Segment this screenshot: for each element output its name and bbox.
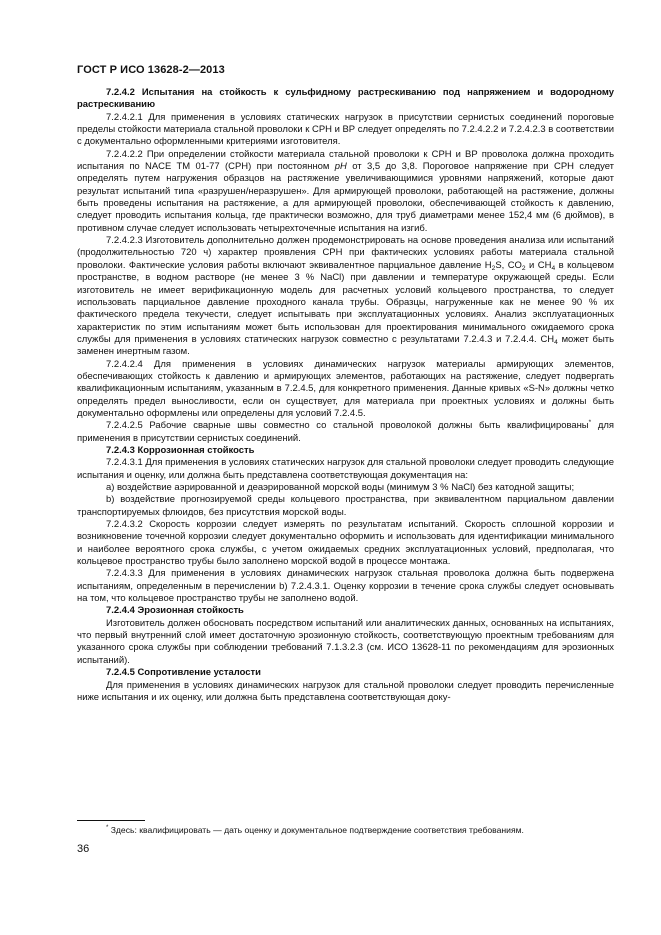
subscript: 2	[491, 264, 496, 272]
paragraph-7-2-4-2-1: 7.2.4.2.1 Для применения в условиях статических нагрузок в присутствии сернистых соединений пороговые пределы стойкости материала стальной проволоки к СРН и ВР следует определять по 7.2.4.2.2 и 7.2.4.2.3 в соответствии с документально оформленными критериями изготовителя.	[77, 111, 614, 148]
subscript: 4	[554, 338, 558, 346]
text-run: от 3,5 до 3,8. Пороговое напряжение при СРН следует определять путем нагружения образцов на растяжение увеличивающимися уровнями напряжений, которые дают результат испытаний типа «разрушен/неразрушен». Для армирующей проволоки, работающей на растяжение, должны быть проведены испытания на растяжение, а для армирующей проволоки, обеспечивающей стойкость к давлению, следует проводить испытания кольца, где практически возможно, для труб диаметрами менее 152,4 мм (6 дюймов), в противном случае следует использовать четырехточечные испытания на изгиб.	[77, 161, 614, 234]
subscript: 4	[551, 264, 556, 272]
footnote-divider	[77, 820, 145, 821]
text-run: 7.2.4.2.3 Изготовитель дополнительно должен продемонстрировать на основе проведения анализа или испытаний (продолжительностью 720 ч) характер проявления СРН при фактических условиях работы материала стальной проволоки. Фактические условия работы включают эквивалентное парциальное давление H	[77, 235, 614, 271]
text-run: S, CO	[495, 259, 522, 271]
ph-term: pH	[334, 161, 347, 173]
paragraph-7-2-4-4: Изготовитель должен обосновать посредством испытаний или аналитических данных, основанных на испытаниях, что первый внутренний слой имеет достаточную эрозионную стойкость, соответствующую проектным требованиям для указанного срока службы при соблюдении требований 7.1.3.2.3 (см. ИСО 13628-11 по рекомендациям для эрозионных испытаний).	[77, 617, 614, 666]
footnote-marker: *	[106, 825, 109, 831]
section-heading-7-2-4-2: 7.2.4.2 Испытания на стойкость к сульфидному растрескиванию под напряжением и водородному растрескиванию	[77, 87, 614, 111]
section-heading-7-2-4-4: 7.2.4.4 Эрозионная стойкость	[106, 605, 244, 617]
text-run: для применения в присутствии сернистых соединений.	[77, 420, 614, 444]
paragraph-7-2-4-2-2	[77, 149, 614, 235]
document-body	[77, 87, 614, 704]
text-run: в кольцевом пространстве, в водном растворе (не менее 3 % NaCl) при давлении и температуре окружающей среды. Если изготовитель не имеет верификационную модель для расчетных условий кольцевого пространства, то следует использовать парциальное давление проходного канала трубы. Образцы, нагруженные как не менее 90 % их фактического предела текучести, следует испытывать при эксплуатационных условиях. Анализ эксплуатационных характеристик по этим испытаниям может быть использован для проектирования минимального ожидаемого срока службы для применения в условиях статических нагрузок совместно с результатами 7.2.4.3 и 7.2.4.4. CH	[77, 259, 614, 345]
list-item-a: a) воздействие аэрированной и деаэрированной морской воды (минимум 3 % NaCl) без катодной защиты;	[106, 482, 575, 493]
paragraph-7-2-4-3-2: 7.2.4.3.2 Скорость коррозии следует измерять по результатам испытаний. Скорость сплошной коррозии и возникновение точечной коррозии следует документально оформить и использовать для идентификации минимального и наиболее вероятного срока службы, с учетом ожидаемых средних эксплуатационных условий, предполагая, что кольцевое пространство трубы было заполнено морской водой в процессе монтажа.	[77, 519, 614, 568]
text-run: и CH	[525, 259, 552, 271]
paragraph-7-2-4-2-3	[77, 235, 614, 358]
list-item-b: b) воздействие прогнозируемой среды кольцевого пространства, при эквивалентном парциальном давлении транспортируемых флюидов, без присутствия морской воды.	[77, 494, 614, 518]
footnote	[77, 825, 614, 836]
paragraph-7-2-4-5: Для применения в условиях динамических нагрузок для стальной проволоки следует проводить перечисленные ниже испытания и их оценку, или должна быть представлена соответствующая доку-	[77, 679, 614, 703]
document-header: ГОСТ Р ИСО 13628-2—2013	[77, 64, 225, 76]
paragraph-7-2-4-3-3: 7.2.4.3.3 Для применения в условиях динамических нагрузок стальная проволока должна быть подвержена испытаниям, определенным в перечислении b) 7.2.4.3.1. Оценку коррозии в течение срока службы следует основывать на том, что кольцевое пространство трубы не заполнено водой.	[77, 568, 614, 605]
page-number: 36	[77, 843, 90, 855]
footnote-marker: *	[588, 419, 592, 427]
subscript: 2	[521, 264, 526, 272]
footnote-text: Здесь: квалифицировать — дать оценку и документальное подтверждение соответствия требованиям.	[108, 825, 524, 835]
paragraph-7-2-4-2-5	[77, 420, 614, 445]
section-heading-7-2-4-5: 7.2.4.5 Сопротивление усталости	[106, 667, 261, 679]
paragraph-7-2-4-2-4: 7.2.4.2.4 Для применения в условиях динамических нагрузок материалы армирующих элементов, обеспечивающих стойкость к давлению и армирующих элементов, работающих на растяжение, следует подвергать квалификационным испытаниям, указанным в 7.2.4.5, для конкретного применения. Данные кривых «S-N» должны четко определять предел выносливости, если он существует, для материала при проектных условиях и должны быть документально оформлены или определены для условий 7.2.4.5.	[77, 358, 614, 419]
section-heading-7-2-4-3: 7.2.4.3 Коррозионная стойкость	[106, 444, 255, 456]
text-run: может быть заменен инертным газом.	[77, 333, 614, 358]
text-run: 7.2.4.2.2 При определении стойкости материала стальной проволоки к СРН и ВР проволока должна проходить испытания по NACE TM 01-77 (CPH) при постоянном	[77, 148, 614, 173]
text-run: 7.2.4.2.5 Рабочие сварные швы совместно со стальной проволокой должны быть квалифицированы	[106, 420, 589, 432]
paragraph-7-2-4-3-1: 7.2.4.3.1 Для применения в условиях статических нагрузок для стальной проволоки следует проводить следующие испытания и оценку, или должна быть представлена соответствующая документация на:	[77, 457, 614, 481]
